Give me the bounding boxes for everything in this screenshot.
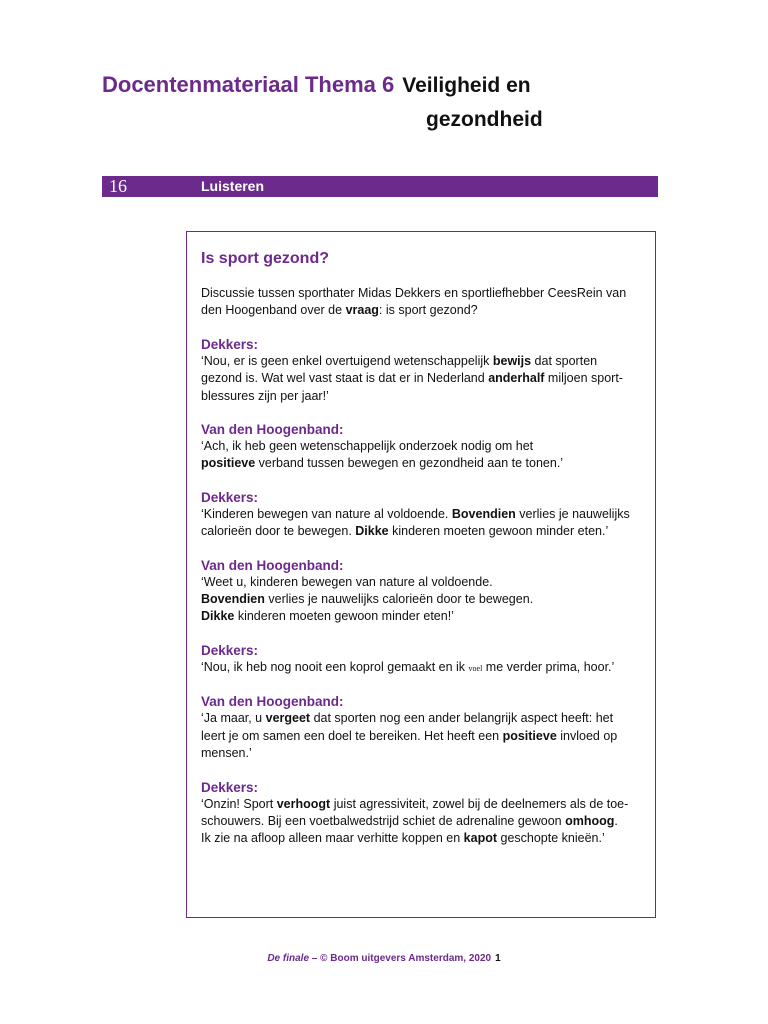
intro-paragraph (201, 285, 645, 320)
dialogue-keyword: Dikke (355, 524, 389, 539)
dialogue-line (201, 455, 645, 472)
dialogue-text: schouwers. Bij een voetbalwedstrijd schiet de adrenaline gewoon (201, 813, 566, 828)
transcript-box (186, 231, 656, 918)
speaker-name: Dekkers: (201, 336, 259, 352)
dialogue-text: ‘Onzin! Sport (201, 796, 277, 811)
dialogue-line (201, 659, 645, 677)
page-header (102, 72, 662, 131)
dialogue-text: verlies je nauwelijks (515, 506, 630, 521)
dialogue-keyword: omhoog (565, 813, 615, 828)
dialogue-keyword: bewijs (492, 353, 532, 368)
theme-title-line-1: Veiligheid en (402, 74, 531, 97)
dialogue-block (201, 489, 645, 541)
speaker-name: Dekkers: (201, 779, 259, 795)
dialogue-small-word: voel (468, 663, 483, 673)
dialogue-line (201, 728, 645, 745)
dialogue-block (201, 642, 645, 677)
dialogue-keyword: positieve (502, 728, 557, 743)
speaker-name: Van den Hoogenband: (201, 557, 344, 573)
dialogue-keyword: Bovendien (201, 592, 265, 607)
dialogue-line: ‘Ach, ik heb geen wetenschappelijk onderzoek nodig om het (201, 439, 534, 454)
dialogue-line (201, 353, 645, 370)
dialogue-text: invloed op (556, 728, 618, 743)
footer-brand: De finale (267, 953, 310, 964)
dialogue-block (201, 693, 645, 762)
dialogue-keyword: Dikke (201, 609, 235, 624)
dialogue-text: juist agressiviteit, zowel bij de deelnemers als de toe- (330, 796, 629, 811)
dialogue-text: me verder prima, hoor.’ (482, 659, 615, 674)
section-number: 16 (109, 176, 127, 196)
dialogue-block (201, 336, 645, 405)
dialogue-line: ‘Weet u, kinderen bewegen van nature al voldoende. (201, 574, 493, 589)
dialogue-line (201, 796, 645, 813)
intro-keyword: vraag (345, 303, 379, 318)
dialogue-line: blessures zijn per jaar!’ (201, 388, 329, 403)
intro-text: den Hoogenband over de (201, 303, 346, 318)
section-title: Luisteren (201, 178, 265, 194)
dialogue-line (201, 608, 645, 625)
dialogue-keyword: Bovendien (451, 506, 516, 521)
section-bar (102, 176, 658, 197)
intro-text: : is sport gezond? (378, 303, 478, 318)
dialogue-line (201, 370, 645, 387)
dialogue-text: dat sporten nog een ander belangrijk aspect heeft: het (310, 711, 614, 726)
speaker-name: Van den Hoogenband: (201, 694, 344, 710)
dialogue-text: kinderen moeten gewoon minder eten.’ (388, 524, 609, 539)
dialogue-line: mensen.’ (201, 746, 252, 761)
dialogue-line (201, 591, 645, 608)
dialogue-text: gezond is. Wat wel vast staat is dat er in Nederland (201, 371, 489, 386)
dialogue-text: geschopte knieën.’ (497, 831, 605, 846)
dialogue-text: Ik zie na afloop alleen maar verhitte koppen en (201, 831, 464, 846)
theme-title-line-2: gezondheid (426, 108, 543, 131)
dialogue-keyword: anderhalf (488, 371, 545, 386)
speaker-name: Van den Hoogenband: (201, 422, 344, 438)
dialogue-text: miljoen sport- (544, 371, 623, 386)
dialogue-line (201, 710, 645, 727)
dialogue-block (201, 557, 645, 626)
dialogue-text: ‘Nou, ik heb nog nooit een koprol gemaakt en ik (201, 659, 469, 674)
dialogue-text: leert je om samen een doel te bereiken. Het heeft een (201, 728, 503, 743)
dialogue-keyword: vergeet (265, 711, 311, 726)
speaker-name: Dekkers: (201, 489, 259, 505)
page-number: 1 (495, 953, 501, 964)
footer-copyright: – © Boom uitgevers Amsterdam, 2020 (309, 953, 492, 964)
transcript-content (201, 248, 645, 864)
dialogue-line (201, 523, 645, 540)
speaker-name: Dekkers: (201, 642, 259, 658)
dialogue-keyword: kapot (463, 831, 498, 846)
dialogue-line (201, 830, 645, 847)
intro-line: Discussie tussen sporthater Midas Dekkers en sportliefhebber CeesRein van (201, 286, 627, 300)
document-label: Docentenmateriaal Thema 6 (102, 72, 395, 97)
dialogue-text: . (614, 813, 618, 828)
dialogue-text: calorieën door te bewegen. (201, 524, 356, 539)
dialogue-keyword: verhoogt (276, 796, 331, 811)
transcript-heading: Is sport gezond? (201, 250, 329, 267)
page-footer (0, 953, 768, 964)
dialogue-keyword: positieve (201, 456, 256, 471)
dialogue-line (201, 506, 645, 523)
dialogue-text: ‘Kinderen bewegen van nature al voldoende. (201, 506, 452, 521)
intro-line (201, 302, 645, 319)
dialogue-text: ‘Nou, er is geen enkel overtuigend wetenschappelijk (201, 353, 493, 368)
dialogue-block (201, 421, 645, 473)
dialogue-line (201, 813, 645, 830)
dialogue-text: ‘Ja maar, u (201, 711, 266, 726)
dialogue-text: kinderen moeten gewoon minder eten!’ (234, 609, 454, 624)
dialogue-text: dat sporten (531, 353, 598, 368)
dialogue-text: verband tussen bewegen en gezondheid aan te tonen.’ (255, 456, 564, 471)
dialogue-block (201, 779, 645, 848)
dialogue-text: verlies je nauwelijks calorieën door te bewegen. (264, 592, 534, 607)
